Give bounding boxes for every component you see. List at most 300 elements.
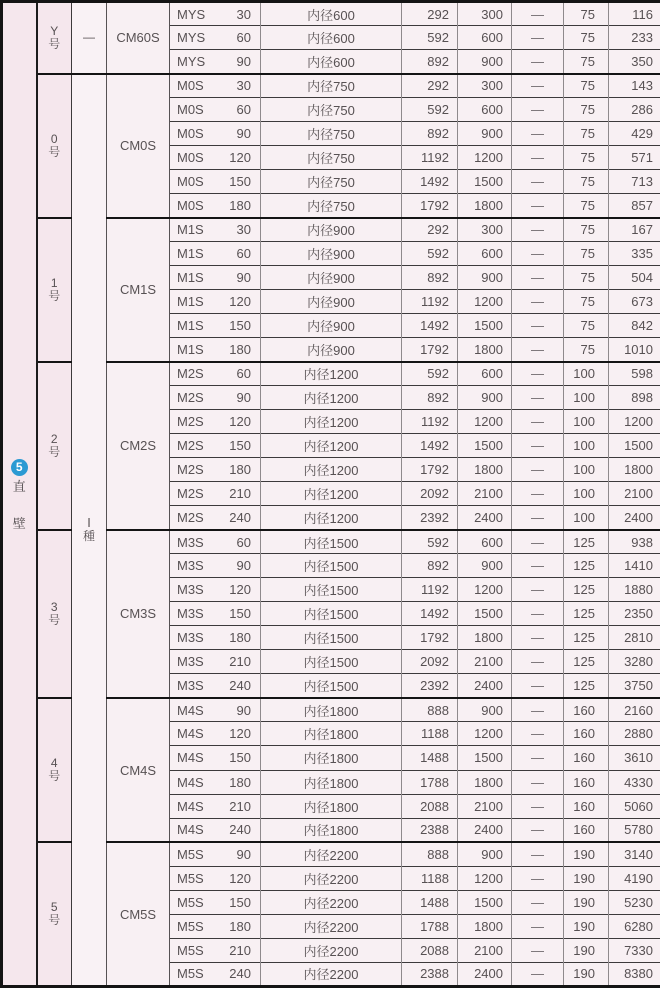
thickness-cell: 75 bbox=[564, 218, 609, 242]
length-value: 150 bbox=[229, 606, 251, 622]
code-length bbox=[170, 963, 260, 985]
code-length bbox=[170, 194, 260, 217]
code-length-cell bbox=[170, 458, 261, 482]
weight-cell: 1800 bbox=[609, 458, 660, 482]
code-length bbox=[170, 891, 260, 914]
spec-row bbox=[2, 2, 660, 26]
inner-diameter-cell: 内径2200 bbox=[261, 866, 402, 890]
product-code: M5S bbox=[177, 918, 204, 934]
thickness-cell: 190 bbox=[564, 938, 609, 962]
size-no-cell bbox=[37, 362, 72, 530]
length-value: 180 bbox=[229, 462, 251, 478]
dash-cell: — bbox=[512, 674, 564, 698]
code-length-cell bbox=[170, 218, 261, 242]
dash-cell: — bbox=[512, 410, 564, 434]
inner-diameter-cell: 内径900 bbox=[261, 218, 402, 242]
weight-cell: 3280 bbox=[609, 650, 660, 674]
thickness-cell: 100 bbox=[564, 386, 609, 410]
code-length bbox=[170, 650, 260, 673]
thickness-cell: 100 bbox=[564, 434, 609, 458]
size-no-label bbox=[38, 75, 72, 217]
code-length bbox=[170, 746, 260, 769]
inner-diameter-cell: 内径750 bbox=[261, 98, 402, 122]
dim-b-cell: 600 bbox=[458, 26, 512, 50]
code-length bbox=[170, 915, 260, 938]
dim-a-cell: 1188 bbox=[402, 722, 458, 746]
dim-b-cell: 900 bbox=[458, 698, 512, 722]
thickness-cell: 160 bbox=[564, 794, 609, 818]
model-name: CM2S bbox=[119, 438, 157, 454]
product-code: M5S bbox=[177, 894, 204, 910]
dim-b-cell: 1800 bbox=[458, 338, 512, 362]
length-value: 240 bbox=[229, 510, 251, 526]
dim-b-cell: 2100 bbox=[458, 482, 512, 506]
dim-a-cell: 1492 bbox=[402, 170, 458, 194]
dash-cell: — bbox=[512, 530, 564, 554]
thickness-cell: 125 bbox=[564, 674, 609, 698]
thickness-cell: 190 bbox=[564, 866, 609, 890]
size-no-label bbox=[38, 3, 72, 73]
inner-diameter-cell: 内径1800 bbox=[261, 794, 402, 818]
weight-cell: 1410 bbox=[609, 554, 660, 578]
weight-cell: 857 bbox=[609, 194, 660, 218]
dash-cell: — bbox=[512, 218, 564, 242]
product-code: M0S bbox=[177, 126, 204, 142]
weight-cell: 1880 bbox=[609, 578, 660, 602]
code-length bbox=[170, 146, 260, 169]
length-value: 90 bbox=[236, 702, 251, 718]
size-no-char: 号 bbox=[48, 36, 61, 51]
spec-table-body bbox=[2, 2, 660, 987]
inner-diameter-cell: 内径1200 bbox=[261, 482, 402, 506]
dim-a-cell: 888 bbox=[402, 698, 458, 722]
length-value: 120 bbox=[229, 582, 251, 598]
thickness-cell: 125 bbox=[564, 650, 609, 674]
dash-cell: — bbox=[512, 818, 564, 842]
inner-diameter-cell: 内径1500 bbox=[261, 554, 402, 578]
size-no-char: 1 bbox=[50, 275, 58, 290]
dash-cell: — bbox=[512, 194, 564, 218]
weight-cell: 5780 bbox=[609, 818, 660, 842]
code-length-cell bbox=[170, 818, 261, 842]
product-code: MYS bbox=[177, 30, 206, 46]
dim-b-cell: 900 bbox=[458, 122, 512, 146]
dim-a-cell: 592 bbox=[402, 362, 458, 386]
weight-cell: 3750 bbox=[609, 674, 660, 698]
size-no-label bbox=[38, 843, 72, 985]
dim-b-cell: 300 bbox=[458, 2, 512, 26]
dim-b-cell: 300 bbox=[458, 74, 512, 98]
dim-b-cell: 900 bbox=[458, 554, 512, 578]
dash-cell: — bbox=[512, 962, 564, 986]
dim-b-cell: 1200 bbox=[458, 578, 512, 602]
length-value: 180 bbox=[229, 630, 251, 646]
inner-diameter-cell: 内径1500 bbox=[261, 650, 402, 674]
dim-a-cell: 1792 bbox=[402, 338, 458, 362]
thickness-cell: 75 bbox=[564, 290, 609, 314]
thickness-cell: 75 bbox=[564, 194, 609, 218]
model-name-cell bbox=[107, 74, 170, 218]
dim-a-cell: 1488 bbox=[402, 746, 458, 770]
length-value: 150 bbox=[229, 894, 251, 910]
code-length bbox=[170, 458, 260, 481]
code-length bbox=[170, 266, 260, 289]
dim-a-cell: 892 bbox=[402, 122, 458, 146]
inner-diameter-cell: 内径900 bbox=[261, 266, 402, 290]
thickness-cell: 75 bbox=[564, 314, 609, 338]
length-value: 120 bbox=[229, 726, 251, 742]
product-code: MYS bbox=[177, 53, 206, 69]
code-length bbox=[170, 219, 260, 242]
thickness-cell: 100 bbox=[564, 458, 609, 482]
product-code: M0S bbox=[177, 174, 204, 190]
dim-b-cell: 1800 bbox=[458, 770, 512, 794]
thickness-cell: 190 bbox=[564, 890, 609, 914]
dash-cell: — bbox=[512, 578, 564, 602]
product-code: M4S bbox=[177, 750, 204, 766]
code-length-cell bbox=[170, 170, 261, 194]
weight-cell: 2160 bbox=[609, 698, 660, 722]
code-length bbox=[170, 626, 260, 649]
size-no-cell bbox=[37, 74, 72, 218]
thickness-cell: 125 bbox=[564, 578, 609, 602]
weight-cell: 4190 bbox=[609, 866, 660, 890]
dash-cell: — bbox=[512, 698, 564, 722]
code-length-cell bbox=[170, 650, 261, 674]
inner-diameter-cell: 内径900 bbox=[261, 290, 402, 314]
dim-a-cell: 892 bbox=[402, 386, 458, 410]
length-value: 120 bbox=[229, 150, 251, 166]
weight-cell: 286 bbox=[609, 98, 660, 122]
dim-b-cell: 2100 bbox=[458, 794, 512, 818]
product-code: M0S bbox=[177, 197, 204, 213]
dim-b-cell: 900 bbox=[458, 386, 512, 410]
code-length-cell bbox=[170, 242, 261, 266]
code-length bbox=[170, 578, 260, 601]
weight-cell: 1500 bbox=[609, 434, 660, 458]
dim-b-cell: 900 bbox=[458, 50, 512, 74]
weight-cell: 4330 bbox=[609, 770, 660, 794]
dim-b-cell: 1500 bbox=[458, 434, 512, 458]
code-length bbox=[170, 26, 260, 49]
inner-diameter-cell: 内径1800 bbox=[261, 698, 402, 722]
dash-cell: — bbox=[512, 314, 564, 338]
code-length bbox=[170, 434, 260, 457]
product-code: M0S bbox=[177, 150, 204, 166]
dash-cell: — bbox=[512, 170, 564, 194]
length-value: 60 bbox=[236, 366, 251, 382]
dash-cell: — bbox=[512, 26, 564, 50]
product-code: M3S bbox=[177, 630, 204, 646]
inner-diameter-cell: 内径1200 bbox=[261, 434, 402, 458]
weight-cell: 7330 bbox=[609, 938, 660, 962]
thickness-cell: 75 bbox=[564, 98, 609, 122]
code-length bbox=[170, 50, 260, 73]
weight-cell: 898 bbox=[609, 386, 660, 410]
length-value: 210 bbox=[229, 942, 251, 958]
type-class-cell bbox=[72, 74, 107, 987]
code-length-cell bbox=[170, 722, 261, 746]
product-code: M5S bbox=[177, 846, 204, 862]
product-code: M1S bbox=[177, 294, 204, 310]
thickness-cell: 75 bbox=[564, 170, 609, 194]
product-code: M2S bbox=[177, 510, 204, 526]
dim-a-cell: 1192 bbox=[402, 578, 458, 602]
code-length-cell bbox=[170, 842, 261, 866]
size-no-cell bbox=[37, 218, 72, 362]
product-code: M3S bbox=[177, 606, 204, 622]
inner-diameter-cell: 内径2200 bbox=[261, 938, 402, 962]
dim-b-cell: 1800 bbox=[458, 194, 512, 218]
weight-cell: 116 bbox=[609, 2, 660, 26]
dash-cell: — bbox=[512, 338, 564, 362]
inner-diameter-cell: 内径1500 bbox=[261, 626, 402, 650]
length-value: 210 bbox=[229, 486, 251, 502]
product-code: M2S bbox=[177, 414, 204, 430]
dash-cell: — bbox=[512, 74, 564, 98]
code-length-cell bbox=[170, 146, 261, 170]
dash-cell: — bbox=[512, 2, 564, 26]
product-code: M2S bbox=[177, 462, 204, 478]
product-code: M4S bbox=[177, 798, 204, 814]
model-name: CM60S bbox=[116, 30, 160, 46]
inner-diameter-cell: 内径600 bbox=[261, 50, 402, 74]
dim-b-cell: 1500 bbox=[458, 890, 512, 914]
product-code: M4S bbox=[177, 726, 204, 742]
length-value: 120 bbox=[229, 294, 251, 310]
product-code: M3S bbox=[177, 534, 204, 550]
dim-a-cell: 592 bbox=[402, 242, 458, 266]
product-code: M5S bbox=[177, 966, 204, 982]
thickness-cell: 100 bbox=[564, 362, 609, 386]
code-length bbox=[170, 386, 260, 409]
size-no-char: 号 bbox=[48, 913, 61, 928]
inner-diameter-cell: 内径1500 bbox=[261, 674, 402, 698]
product-code: M2S bbox=[177, 438, 204, 454]
spec-row bbox=[2, 74, 660, 98]
dash-glyph: — bbox=[83, 30, 95, 45]
kind-dash-cell bbox=[72, 2, 107, 74]
code-length bbox=[170, 98, 260, 121]
size-no-char: 4 bbox=[50, 756, 58, 770]
thickness-cell: 125 bbox=[564, 602, 609, 626]
dim-a-cell: 292 bbox=[402, 2, 458, 26]
thickness-cell: 160 bbox=[564, 818, 609, 842]
inner-diameter-cell: 内径2200 bbox=[261, 962, 402, 986]
model-name-cell bbox=[107, 218, 170, 362]
length-value: 150 bbox=[229, 174, 251, 190]
code-length-cell bbox=[170, 530, 261, 554]
length-value: 90 bbox=[236, 390, 251, 406]
model-name-cell bbox=[107, 2, 170, 74]
code-length-cell bbox=[170, 602, 261, 626]
code-length-cell bbox=[170, 674, 261, 698]
inner-diameter-cell: 内径2200 bbox=[261, 914, 402, 938]
dim-b-cell: 1500 bbox=[458, 314, 512, 338]
code-length-cell bbox=[170, 314, 261, 338]
code-length bbox=[170, 602, 260, 625]
dim-a-cell: 1788 bbox=[402, 914, 458, 938]
dash-cell: — bbox=[512, 146, 564, 170]
weight-cell: 3610 bbox=[609, 746, 660, 770]
dim-a-cell: 292 bbox=[402, 74, 458, 98]
weight-cell: 167 bbox=[609, 218, 660, 242]
dim-a-cell: 2388 bbox=[402, 818, 458, 842]
inner-diameter-cell: 内径1500 bbox=[261, 602, 402, 626]
code-length bbox=[170, 939, 260, 962]
weight-cell: 598 bbox=[609, 362, 660, 386]
thickness-cell: 160 bbox=[564, 722, 609, 746]
dash-cell: — bbox=[512, 770, 564, 794]
inner-diameter-cell: 内径600 bbox=[261, 26, 402, 50]
thickness-cell: 160 bbox=[564, 746, 609, 770]
code-length-cell bbox=[170, 890, 261, 914]
weight-cell: 3140 bbox=[609, 842, 660, 866]
dim-a-cell: 892 bbox=[402, 50, 458, 74]
dim-a-cell: 888 bbox=[402, 842, 458, 866]
inner-diameter-cell: 内径900 bbox=[261, 242, 402, 266]
product-code: M2S bbox=[177, 390, 204, 406]
inner-diameter-cell: 内径1800 bbox=[261, 818, 402, 842]
product-code: M1S bbox=[177, 270, 204, 286]
product-code: M4S bbox=[177, 822, 204, 838]
dim-b-cell: 1200 bbox=[458, 410, 512, 434]
thickness-cell: 75 bbox=[564, 266, 609, 290]
dash-cell: — bbox=[512, 722, 564, 746]
size-no-char: 3 bbox=[50, 599, 58, 614]
code-length-cell bbox=[170, 506, 261, 530]
size-no-cell bbox=[37, 842, 72, 986]
code-length-cell bbox=[170, 962, 261, 986]
dash-cell: — bbox=[512, 890, 564, 914]
thickness-cell: 190 bbox=[564, 842, 609, 866]
size-no-char: Y bbox=[50, 23, 59, 38]
length-value: 180 bbox=[229, 774, 251, 790]
dim-b-cell: 600 bbox=[458, 98, 512, 122]
product-code: M0S bbox=[177, 78, 204, 94]
length-value: 120 bbox=[229, 870, 251, 886]
code-length bbox=[170, 554, 260, 577]
dim-b-cell: 1200 bbox=[458, 866, 512, 890]
model-name: CM3S bbox=[119, 606, 157, 622]
length-value: 60 bbox=[236, 102, 251, 118]
length-value: 120 bbox=[229, 414, 251, 430]
dim-a-cell: 1792 bbox=[402, 626, 458, 650]
code-length bbox=[170, 338, 260, 361]
inner-diameter-cell: 内径1200 bbox=[261, 410, 402, 434]
wall-label bbox=[3, 3, 36, 985]
wall-char: 壁 bbox=[12, 515, 26, 531]
thickness-cell: 75 bbox=[564, 26, 609, 50]
length-value: 60 bbox=[236, 246, 251, 262]
code-length bbox=[170, 506, 260, 529]
weight-cell: 504 bbox=[609, 266, 660, 290]
code-length-cell bbox=[170, 938, 261, 962]
dim-a-cell: 892 bbox=[402, 266, 458, 290]
dash-cell: — bbox=[512, 794, 564, 818]
dash-cell: — bbox=[512, 362, 564, 386]
dim-b-cell: 1200 bbox=[458, 290, 512, 314]
thickness-cell: 75 bbox=[564, 338, 609, 362]
code-length-cell bbox=[170, 266, 261, 290]
code-length bbox=[170, 722, 260, 745]
code-length-cell bbox=[170, 410, 261, 434]
weight-cell: 5230 bbox=[609, 890, 660, 914]
size-no-label bbox=[38, 219, 72, 361]
dim-a-cell: 1788 bbox=[402, 770, 458, 794]
code-length bbox=[170, 674, 260, 697]
dash-cell: — bbox=[512, 626, 564, 650]
inner-diameter-cell: 内径750 bbox=[261, 170, 402, 194]
length-value: 210 bbox=[229, 654, 251, 670]
dash-cell: — bbox=[512, 554, 564, 578]
thickness-cell: 190 bbox=[564, 914, 609, 938]
product-code: M4S bbox=[177, 702, 204, 718]
inner-diameter-cell: 内径750 bbox=[261, 146, 402, 170]
dash-cell: — bbox=[512, 866, 564, 890]
dash-cell: — bbox=[512, 386, 564, 410]
thickness-cell: 160 bbox=[564, 698, 609, 722]
code-length bbox=[170, 75, 260, 98]
thickness-cell: 100 bbox=[564, 506, 609, 530]
dash-cell: — bbox=[512, 98, 564, 122]
inner-diameter-cell: 内径900 bbox=[261, 338, 402, 362]
code-length bbox=[170, 795, 260, 818]
dash-cell: — bbox=[512, 938, 564, 962]
dim-b-cell: 300 bbox=[458, 218, 512, 242]
inner-diameter-cell: 内径1800 bbox=[261, 746, 402, 770]
dash-cell: — bbox=[512, 506, 564, 530]
code-length bbox=[170, 363, 260, 386]
code-length-cell bbox=[170, 338, 261, 362]
product-code: M4S bbox=[177, 774, 204, 790]
dash-cell: — bbox=[512, 122, 564, 146]
size-no-label bbox=[38, 699, 72, 841]
dim-a-cell: 2392 bbox=[402, 506, 458, 530]
length-value: 30 bbox=[236, 6, 251, 22]
product-code: M0S bbox=[177, 102, 204, 118]
thickness-cell: 75 bbox=[564, 242, 609, 266]
product-code: M1S bbox=[177, 222, 204, 238]
code-length bbox=[170, 867, 260, 890]
code-length bbox=[170, 170, 260, 193]
model-name: CM1S bbox=[119, 282, 157, 298]
length-value: 90 bbox=[236, 126, 251, 142]
number-badge: 5 bbox=[11, 459, 28, 476]
product-code: M3S bbox=[177, 582, 204, 598]
dash-cell: — bbox=[512, 746, 564, 770]
dim-a-cell: 2392 bbox=[402, 674, 458, 698]
thickness-cell: 75 bbox=[564, 146, 609, 170]
inner-diameter-cell: 内径1800 bbox=[261, 722, 402, 746]
length-value: 150 bbox=[229, 750, 251, 766]
thickness-cell: 75 bbox=[564, 74, 609, 98]
dim-a-cell: 1792 bbox=[402, 194, 458, 218]
code-length-cell bbox=[170, 554, 261, 578]
length-value: 240 bbox=[229, 678, 251, 694]
length-value: 30 bbox=[236, 222, 251, 238]
weight-cell: 5060 bbox=[609, 794, 660, 818]
dim-b-cell: 900 bbox=[458, 266, 512, 290]
inner-diameter-cell: 内径2200 bbox=[261, 890, 402, 914]
weight-cell: 143 bbox=[609, 74, 660, 98]
dim-a-cell: 1192 bbox=[402, 146, 458, 170]
dim-b-cell: 2400 bbox=[458, 818, 512, 842]
inner-diameter-cell: 内径1500 bbox=[261, 578, 402, 602]
inner-diameter-cell: 内径2200 bbox=[261, 842, 402, 866]
weight-cell: 1010 bbox=[609, 338, 660, 362]
product-code: M3S bbox=[177, 558, 204, 574]
